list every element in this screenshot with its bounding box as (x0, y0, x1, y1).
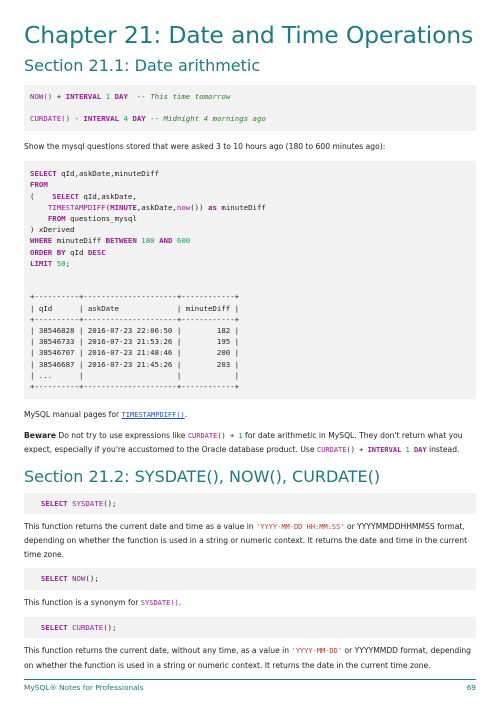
code-block-select-curdate: SELECT CURDATE(); (24, 617, 476, 638)
timestampdiff-manual-link[interactable]: TIMESTAMPDIFF() (121, 411, 185, 420)
paragraph-now-synonym: This function is a synonym for SYSDATE(). (24, 597, 182, 607)
code-block-interval (24, 85, 476, 131)
code-block-timestampdiff-query: SELECT qId,askDate,minuteDiff FROM ( SELECT qId,askDate, TIMESTAMPDIFF(MINUTE,askDate,now()) as minuteDiff FROM questions_mysql ) xDerived WHERE minuteDiff BETWEEN 180 AND 600 ORDER BY qId DESC LIMIT 50; +----------+---------------------+------------+ | qId | askDate | minuteDiff | +----------+---------------------+------------+ | 38546828 | 2016-07-23 22:06:50 | 182 | | 38546733 | 2016-07-23 21:53:26 | 195 | | 38546707 | 2016-07-23 21:48:46 | 200 | | 38546687 | 2016-07-23 21:45:26 | 203 | | ... | | | +----------+---------------------+------------+ (24, 161, 476, 399)
section-title-date-arithmetic: Section 21.1: Date arithmetic (24, 56, 261, 75)
chapter-title: Chapter 21: Date and Time Operations (24, 21, 474, 49)
footer-book-title: MySQL® Notes for Professionals (24, 683, 144, 692)
paragraph-beware: Beware Do not try to use expressions like CURDATE() + 1 for date arithmetic in MySQL. They don't return what you expect, especially if you're accustomed to the Oracle database product. Use CURDATE() + INTERVAL 1 DAY instead. (24, 430, 463, 455)
code-block-select-now: SELECT NOW(); (24, 568, 476, 589)
section-title-sysdate-now-curdate: Section 21.2: SYSDATE(), NOW(), CURDATE() (24, 466, 381, 486)
code-line-curdate: CURDATE() - INTERVAL 4 DAY -- Midnight 4 mornings ago (30, 114, 266, 124)
paragraph-show-questions: Show the mysql questions stored that were asked 3 to 10 hours ago (180 to 600 minutes ago): (24, 141, 386, 151)
footer-page-number: 69 (466, 683, 476, 692)
paragraph-sysdate-description: This function returns the current date and time as a value in 'YYYY-MM-DD HH:MM:SS' or YYYYMMDDHHMMSS format, depending on whether the function is used in a string or numeric context. It returns the date and time in the current time zone. (24, 521, 468, 559)
paragraph-curdate-description: This function returns the current date, without any time, as a value in 'YYYY-MM-DD' or YYYYMMDD format, depending on whether the function is used in a string or numeric context. It returns the date in the current time zone. (24, 646, 471, 670)
paragraph-manual-pages: MySQL manual pages for TIMESTAMPDIFF(). (24, 410, 188, 420)
page-footer (24, 679, 476, 692)
code-line-now: NOW() + INTERVAL 1 DAY -- This time tomorrow (30, 92, 231, 101)
page-content (24, 20, 476, 672)
code-block-select-sysdate: SELECT SYSDATE(); (24, 493, 476, 514)
query-result-table: +----------+---------------------+------------+ | qId | askDate | minuteDiff | +----------+---------------------+------------+ | 38546828 | 2016-07-23 22:06:50 | 182 | | 38546733 | 2016-07-23 21:53:26 | 195 | | 38546707 | 2016-07-23 21:48:46 | 200 | | 38546687 | 2016-07-23 21:45:26 | 203 | | ... | | | +----------+---------------------+------------+ (30, 292, 240, 391)
